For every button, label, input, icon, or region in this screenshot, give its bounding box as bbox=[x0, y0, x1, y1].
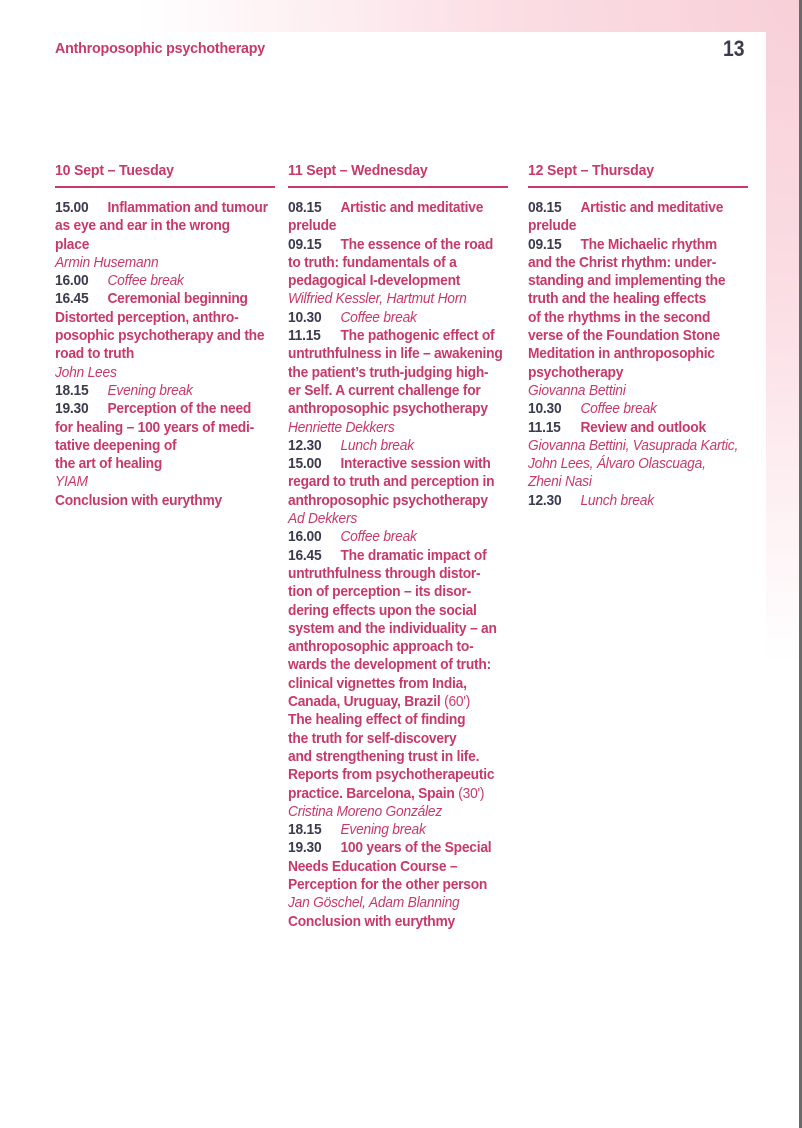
session-title: system and the individuality – an bbox=[288, 619, 497, 637]
session-title: Perception for the other person bbox=[288, 875, 488, 893]
break-label: Evening break bbox=[340, 821, 426, 839]
schedule-line bbox=[288, 400, 496, 418]
schedule-line bbox=[528, 419, 736, 437]
schedule-line bbox=[288, 492, 496, 510]
schedule-line bbox=[528, 309, 736, 327]
column-heading-date: 11 Sept – Wednesday bbox=[288, 162, 428, 179]
schedule-line bbox=[55, 492, 263, 510]
session-title: Reports from psychotherapeutic bbox=[288, 766, 495, 784]
schedule-line bbox=[288, 236, 496, 254]
schedule-line bbox=[288, 290, 496, 308]
session-title: Artistic and meditative bbox=[580, 199, 724, 216]
session-title: standing and implementing the bbox=[528, 272, 726, 290]
session-time: 19.30 bbox=[288, 839, 322, 857]
session-title: Inflammation and tumour bbox=[107, 199, 268, 216]
schedule-column bbox=[288, 163, 514, 931]
session-title: Distorted perception, anthro- bbox=[55, 308, 239, 326]
schedule-line bbox=[55, 290, 263, 308]
schedule-lines bbox=[55, 199, 281, 510]
break-label: Coffee break bbox=[107, 272, 184, 290]
schedule-line bbox=[288, 583, 496, 601]
schedule-line bbox=[528, 400, 736, 418]
session-title: prelude bbox=[288, 217, 337, 235]
session-title: Canada, Uruguay, Brazil bbox=[288, 693, 441, 711]
session-time: 19.30 bbox=[55, 400, 89, 418]
session-time: 11.15 bbox=[288, 327, 321, 345]
session-time: 10.30 bbox=[288, 308, 322, 326]
schedule-lines bbox=[528, 199, 754, 510]
schedule-line bbox=[528, 364, 736, 382]
schedule-line bbox=[55, 400, 263, 418]
session-title: place bbox=[55, 235, 90, 253]
schedule-line bbox=[55, 437, 263, 455]
column-rule bbox=[55, 186, 275, 188]
session-time: 16.45 bbox=[288, 546, 322, 564]
session-title: to truth: fundamentals of a bbox=[288, 253, 457, 271]
session-time: 12.30 bbox=[288, 436, 322, 454]
schedule-lines bbox=[288, 199, 514, 931]
session-title: prelude bbox=[528, 217, 577, 235]
session-title: clinical vignettes from India, bbox=[288, 674, 467, 692]
schedule-line bbox=[288, 254, 496, 272]
schedule-line bbox=[288, 711, 496, 729]
schedule-line bbox=[288, 638, 496, 656]
column-rule bbox=[288, 186, 508, 188]
session-title: psychotherapy bbox=[528, 363, 624, 381]
break-label: Lunch break bbox=[580, 491, 654, 509]
speaker-name: Giovanna Bettini bbox=[528, 381, 626, 399]
schedule-line bbox=[288, 913, 496, 931]
speaker-name: Giovanna Bettini, Vasuprada Kartic, bbox=[528, 436, 739, 454]
schedule-line bbox=[528, 382, 736, 400]
speaker-name: John Lees bbox=[55, 363, 117, 381]
column-heading-date: 10 Sept – Tuesday bbox=[55, 162, 174, 179]
session-title: Conclusion with eurythmy bbox=[288, 912, 455, 930]
session-title: tion of perception – its disor- bbox=[288, 583, 472, 601]
schedule-line bbox=[288, 199, 496, 217]
session-title: Artistic and meditative bbox=[340, 199, 484, 216]
duration-note: (60') bbox=[444, 693, 471, 711]
break-label: Lunch break bbox=[340, 436, 414, 454]
session-title: Interactive session with bbox=[340, 455, 491, 473]
session-title: practice. Barcelona, Spain bbox=[288, 784, 455, 802]
schedule-line bbox=[528, 473, 736, 491]
schedule-line bbox=[55, 254, 263, 272]
schedule-column bbox=[55, 163, 281, 510]
schedule-line bbox=[528, 436, 739, 455]
page-number: 13 bbox=[722, 36, 744, 61]
schedule-line bbox=[55, 473, 263, 491]
session-title: The essence of the road bbox=[340, 235, 494, 253]
schedule-line bbox=[55, 217, 263, 235]
session-title: anthroposophic approach to- bbox=[288, 638, 474, 656]
schedule-line bbox=[288, 839, 496, 857]
speaker-name: Henriette Dekkers bbox=[288, 418, 395, 436]
schedule-line bbox=[288, 894, 496, 912]
session-title: Review and outlook bbox=[580, 418, 706, 436]
schedule-line bbox=[288, 803, 496, 821]
schedule-line bbox=[55, 345, 263, 363]
session-title: truth and the healing effects bbox=[528, 290, 707, 308]
schedule-line bbox=[55, 199, 268, 217]
schedule-line bbox=[528, 455, 736, 473]
schedule-line bbox=[288, 473, 496, 491]
session-title: of the rhythms in the second bbox=[528, 308, 711, 326]
session-time: 15.00 bbox=[288, 455, 322, 473]
session-title: as eye and ear in the wrong bbox=[55, 217, 230, 235]
schedule-line bbox=[288, 656, 496, 674]
schedule-column bbox=[528, 163, 754, 510]
schedule-line bbox=[55, 419, 263, 437]
session-time: 16.45 bbox=[55, 290, 89, 308]
session-title: and strengthening trust in life. bbox=[288, 747, 480, 765]
session-time: 12.30 bbox=[528, 491, 562, 509]
schedule-line bbox=[55, 309, 263, 327]
schedule-line bbox=[528, 272, 736, 290]
page-title: Anthroposophic psychotherapy bbox=[55, 40, 266, 57]
schedule-line bbox=[528, 217, 736, 235]
column-heading-date: 12 Sept – Thursday bbox=[528, 162, 654, 179]
break-label: Coffee break bbox=[340, 528, 417, 546]
speaker-name: Cristina Moreno González bbox=[288, 802, 443, 820]
program-page bbox=[48, 32, 766, 1128]
break-label: Coffee break bbox=[580, 400, 657, 418]
session-title: The Michaelic rhythm bbox=[580, 235, 717, 253]
session-title: The pathogenic effect of bbox=[340, 327, 495, 345]
schedule-line bbox=[288, 272, 496, 290]
schedule-line bbox=[288, 547, 496, 565]
session-time: 16.00 bbox=[288, 528, 322, 546]
schedule-line bbox=[288, 766, 496, 784]
session-title: pedagogical I-development bbox=[288, 272, 461, 290]
speaker-name: John Lees, Álvaro Olascuaga, bbox=[528, 455, 706, 473]
schedule-line bbox=[288, 602, 496, 620]
speaker-name: Zheni Nasi bbox=[528, 473, 592, 491]
session-time: 11.15 bbox=[528, 418, 561, 436]
schedule-line bbox=[288, 730, 496, 748]
column-rule bbox=[528, 186, 748, 188]
schedule-line bbox=[528, 254, 736, 272]
session-title: Needs Education Course – bbox=[288, 857, 458, 875]
session-title: posophic psychotherapy and the bbox=[55, 327, 265, 345]
session-title: Meditation in anthroposophic bbox=[528, 345, 715, 363]
schedule-line bbox=[528, 345, 736, 363]
schedule-line bbox=[288, 565, 496, 583]
schedule-line bbox=[55, 327, 263, 345]
session-title: dering effects upon the social bbox=[288, 601, 477, 619]
session-title: untruthfulness through distor- bbox=[288, 564, 481, 582]
session-time: 08.15 bbox=[288, 199, 322, 216]
duration-note: (30') bbox=[458, 784, 485, 802]
schedule-line bbox=[55, 272, 263, 290]
session-title: the patient’s truth-judging high- bbox=[288, 363, 489, 381]
session-title: 100 years of the Special bbox=[340, 839, 492, 857]
session-title: untruthfulness in life – awakening bbox=[288, 345, 503, 363]
speaker-name: YIAM bbox=[55, 473, 88, 491]
speaker-name: Jan Göschel, Adam Blanning bbox=[288, 894, 460, 912]
session-time: 18.15 bbox=[288, 821, 322, 839]
session-title: for healing – 100 years of medi- bbox=[55, 418, 254, 436]
speaker-name: Ad Dekkers bbox=[288, 510, 358, 528]
session-title: the art of healing bbox=[55, 455, 163, 473]
session-title: and the Christ rhythm: under- bbox=[528, 253, 717, 271]
session-title: the truth for self-discovery bbox=[288, 729, 457, 747]
speaker-name: Wilfried Kessler, Hartmut Horn bbox=[288, 290, 467, 308]
schedule-line bbox=[288, 748, 496, 766]
schedule-line bbox=[288, 327, 496, 345]
schedule-line bbox=[528, 199, 736, 217]
schedule-line bbox=[288, 217, 496, 235]
schedule-line bbox=[528, 290, 736, 308]
schedule-line bbox=[288, 382, 496, 400]
schedule-line bbox=[288, 345, 503, 363]
schedule-line bbox=[288, 309, 496, 327]
schedule-line bbox=[55, 382, 263, 400]
session-time: 18.15 bbox=[55, 381, 89, 399]
schedule-line bbox=[528, 492, 736, 510]
schedule-line bbox=[288, 455, 496, 473]
schedule-line bbox=[288, 437, 496, 455]
session-title: The healing effect of finding bbox=[288, 711, 466, 729]
schedule-line bbox=[288, 821, 496, 839]
break-label: Coffee break bbox=[340, 308, 417, 326]
schedule-line bbox=[288, 419, 496, 437]
session-title: verse of the Foundation Stone bbox=[528, 327, 720, 345]
schedule-line bbox=[55, 364, 263, 382]
schedule-line bbox=[288, 785, 496, 803]
session-title: wards the development of truth: bbox=[288, 656, 491, 674]
session-title: Perception of the need bbox=[107, 400, 252, 418]
schedule-line bbox=[288, 620, 496, 638]
schedule-line bbox=[528, 236, 736, 254]
break-label: Evening break bbox=[107, 381, 193, 399]
schedule-line bbox=[55, 455, 263, 473]
session-time: 10.30 bbox=[528, 400, 562, 418]
session-title: er Self. A current challenge for bbox=[288, 381, 481, 399]
session-title: regard to truth and perception in bbox=[288, 473, 495, 491]
speaker-name: Armin Husemann bbox=[55, 253, 159, 271]
schedule-line bbox=[55, 236, 263, 254]
session-time: 15.00 bbox=[55, 199, 89, 216]
schedule-line bbox=[288, 675, 496, 693]
session-title: anthroposophic psychotherapy bbox=[288, 491, 488, 509]
session-title: road to truth bbox=[55, 345, 135, 363]
session-time: 16.00 bbox=[55, 272, 89, 290]
session-time: 09.15 bbox=[528, 235, 562, 253]
schedule-line bbox=[288, 528, 496, 546]
session-title: The dramatic impact of bbox=[340, 546, 487, 564]
session-time: 08.15 bbox=[528, 199, 562, 216]
session-title: Ceremonial beginning bbox=[107, 290, 248, 308]
schedule-line bbox=[288, 876, 496, 894]
schedule-line bbox=[288, 693, 496, 711]
session-title: tative deepening of bbox=[55, 436, 177, 454]
schedule-line bbox=[528, 327, 736, 345]
schedule-line bbox=[288, 364, 496, 382]
schedule-line bbox=[288, 858, 496, 876]
session-time: 09.15 bbox=[288, 235, 322, 253]
session-title: anthroposophic psychotherapy bbox=[288, 400, 488, 418]
session-title: Conclusion with eurythmy bbox=[55, 491, 222, 509]
schedule-line bbox=[288, 510, 496, 528]
